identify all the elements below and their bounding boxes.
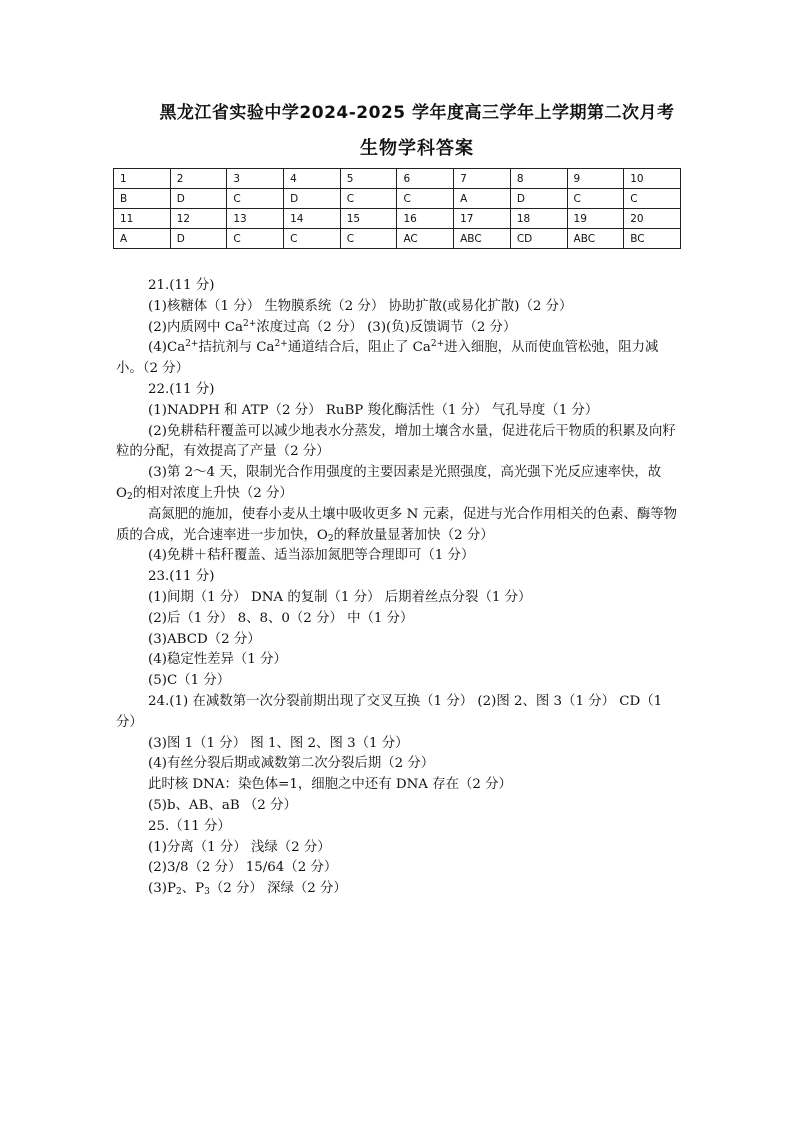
table-cell: C bbox=[227, 189, 284, 209]
q25-heading: 25.（11 分） bbox=[148, 818, 231, 834]
table-cell: 13 bbox=[227, 209, 284, 229]
table-cell: C bbox=[397, 189, 454, 209]
q22-heading: 22.(11 分) bbox=[148, 381, 215, 397]
answer-table bbox=[113, 168, 681, 249]
table-cell: 14 bbox=[284, 209, 341, 229]
table-cell: 9 bbox=[567, 169, 624, 189]
table-cell: 7 bbox=[454, 169, 511, 189]
q21-heading: 21.(11 分) bbox=[148, 278, 215, 293]
table-row bbox=[114, 189, 681, 209]
table-cell: C bbox=[227, 229, 284, 249]
table-cell: 2 bbox=[170, 169, 227, 189]
document-subtitle: 生物学科答案 bbox=[360, 138, 474, 159]
table-cell: 1 bbox=[114, 169, 171, 189]
table-cell: B bbox=[114, 189, 171, 209]
text-run: 高氮肥的施加，使春小麦从土壤中吸收更多 N 元素，促进与光合作用相关的色素、酶等物质的合成，光合速率进一步加快，O bbox=[116, 506, 678, 543]
table-cell: A bbox=[114, 229, 171, 249]
q22-answer-2: (2)免耕秸秆覆盖可以减少地表水分蒸发，增加土壤含水量，促进花后干物质的积累及向籽粒的分配，有效提高了产量（2 分） bbox=[116, 423, 676, 460]
text-run: (4)Ca bbox=[148, 340, 186, 356]
q23-answer-1: (1)间期（1 分） DNA 的复制（1 分） 后期着丝点分裂（1 分） bbox=[148, 589, 532, 605]
table-cell: C bbox=[340, 189, 397, 209]
subscript: 3 bbox=[204, 887, 210, 898]
table-cell: D bbox=[170, 189, 227, 209]
document-title: 黑龙江省实验中学2024-2025 学年度高三学年上学期第二次月考 bbox=[159, 103, 675, 123]
table-cell: 12 bbox=[170, 209, 227, 229]
q23-answer-3: (3)ABCD（2 分） bbox=[148, 631, 261, 647]
q23-answer-2: (2)后（1 分） 8、8、0（2 分） 中（1 分） bbox=[148, 610, 414, 626]
table-row bbox=[114, 229, 681, 249]
table-cell: 3 bbox=[227, 169, 284, 189]
q21-answer-1: (1)核糖体（1 分） 生物膜系统（2 分） 协助扩散(或易化扩散)（2 分） bbox=[148, 298, 573, 314]
q24-answer-1: 24.(1) 在减数第一次分裂前期出现了交叉互换（1 分） (2)图 2、图 3（1 分） CD（1 分） bbox=[116, 693, 663, 730]
table-cell: D bbox=[170, 229, 227, 249]
q24-answer-5: (5)b、AB、aB （2 分） bbox=[148, 797, 297, 813]
q22-answer-4 bbox=[116, 505, 681, 547]
table-cell: 15 bbox=[340, 209, 397, 229]
text-run: 、P bbox=[181, 881, 205, 897]
q25-answer-2: (2)3/8（2 分） 15/64（2 分） bbox=[148, 860, 338, 876]
table-cell: 18 bbox=[510, 209, 567, 229]
subscript: 2 bbox=[175, 887, 182, 898]
table-cell: CD bbox=[510, 229, 567, 249]
table-cell: 11 bbox=[114, 209, 171, 229]
subscript: 2 bbox=[126, 491, 133, 502]
table-cell: 8 bbox=[510, 169, 567, 189]
q22-answer-5: (4)免耕＋秸秆覆盖、适当添加氮肥等合理即可（1 分） bbox=[148, 548, 475, 564]
text-run: (3)第 2～4 天，限制光合作用强度的主要因素是光照强度，高光强下光反应速率快，故 O bbox=[116, 465, 662, 501]
table-row bbox=[114, 209, 681, 229]
text-run: 的相对浓度上升快（2 分） bbox=[132, 485, 293, 501]
table-cell: C bbox=[284, 229, 341, 249]
text-run: 的释放量显著加快（2 分） bbox=[333, 527, 494, 543]
answers-body bbox=[116, 276, 681, 900]
q25-answer-1: (1)分离（1 分） 浅绿（2 分） bbox=[148, 839, 331, 855]
table-cell: 17 bbox=[454, 209, 511, 229]
superscript: 2+ bbox=[243, 318, 257, 329]
subscript: 2 bbox=[327, 533, 334, 544]
table-cell: 19 bbox=[567, 209, 624, 229]
table-cell: BC bbox=[624, 229, 681, 249]
table-cell: D bbox=[510, 189, 567, 209]
text-run: （2 分） 深绿（2 分） bbox=[209, 881, 347, 897]
table-cell: AC bbox=[397, 229, 454, 249]
superscript: 2+ bbox=[185, 339, 199, 350]
q21-answer-3 bbox=[116, 338, 681, 380]
q23-answer-5: (5)C（1 分） bbox=[148, 673, 231, 689]
table-cell: 6 bbox=[397, 169, 454, 189]
table-cell: 5 bbox=[340, 169, 397, 189]
table-cell: C bbox=[624, 189, 681, 209]
q23-answer-4: (4)稳定性差异（1 分） bbox=[148, 652, 287, 668]
text-run: (3)P bbox=[148, 881, 176, 897]
table-cell: C bbox=[567, 189, 624, 209]
superscript: 2+ bbox=[274, 339, 288, 350]
text-run: (2)内质网中 Ca bbox=[148, 319, 244, 335]
q24-answer-2: (3)图 1（1 分） 图 1、图 2、图 3（1 分） bbox=[148, 735, 409, 751]
table-cell: 16 bbox=[397, 209, 454, 229]
superscript: 2+ bbox=[430, 339, 445, 350]
table-row bbox=[114, 169, 681, 189]
table-cell: A bbox=[454, 189, 511, 209]
q24-answer-3: (4)有丝分裂后期或减数第二次分裂后期（2 分） bbox=[148, 756, 435, 772]
text-run: 进入细胞，从而使血管松弛，阻力减小。（2 分） bbox=[116, 340, 659, 377]
q23-heading: 23.(11 分) bbox=[148, 569, 215, 585]
table-cell: 10 bbox=[624, 169, 681, 189]
table-cell: 20 bbox=[624, 209, 681, 229]
table-cell: C bbox=[340, 229, 397, 249]
q22-answer-1: (1)NADPH 和 ATP（2 分） RuBP 羧化酶活性（1 分） 气孔导度（1 分） bbox=[148, 402, 599, 418]
q24-answer-4: 此时核 DNA：染色体=1，细胞之中还有 DNA 存在（2 分） bbox=[148, 777, 512, 793]
text-run: 通道结合后，阻止了 Ca bbox=[287, 340, 431, 356]
q21-answer-2 bbox=[116, 318, 681, 339]
table-cell: ABC bbox=[567, 229, 624, 249]
q22-answer-3 bbox=[116, 463, 681, 505]
text-run: 拮抗剂与 Ca bbox=[198, 340, 275, 356]
table-cell: 4 bbox=[284, 169, 341, 189]
text-run: 浓度过高（2 分） (3)(负)反馈调节（2 分） bbox=[256, 319, 517, 335]
table-cell: ABC bbox=[454, 229, 511, 249]
table-cell: D bbox=[284, 189, 341, 209]
q25-answer-3 bbox=[116, 879, 681, 900]
